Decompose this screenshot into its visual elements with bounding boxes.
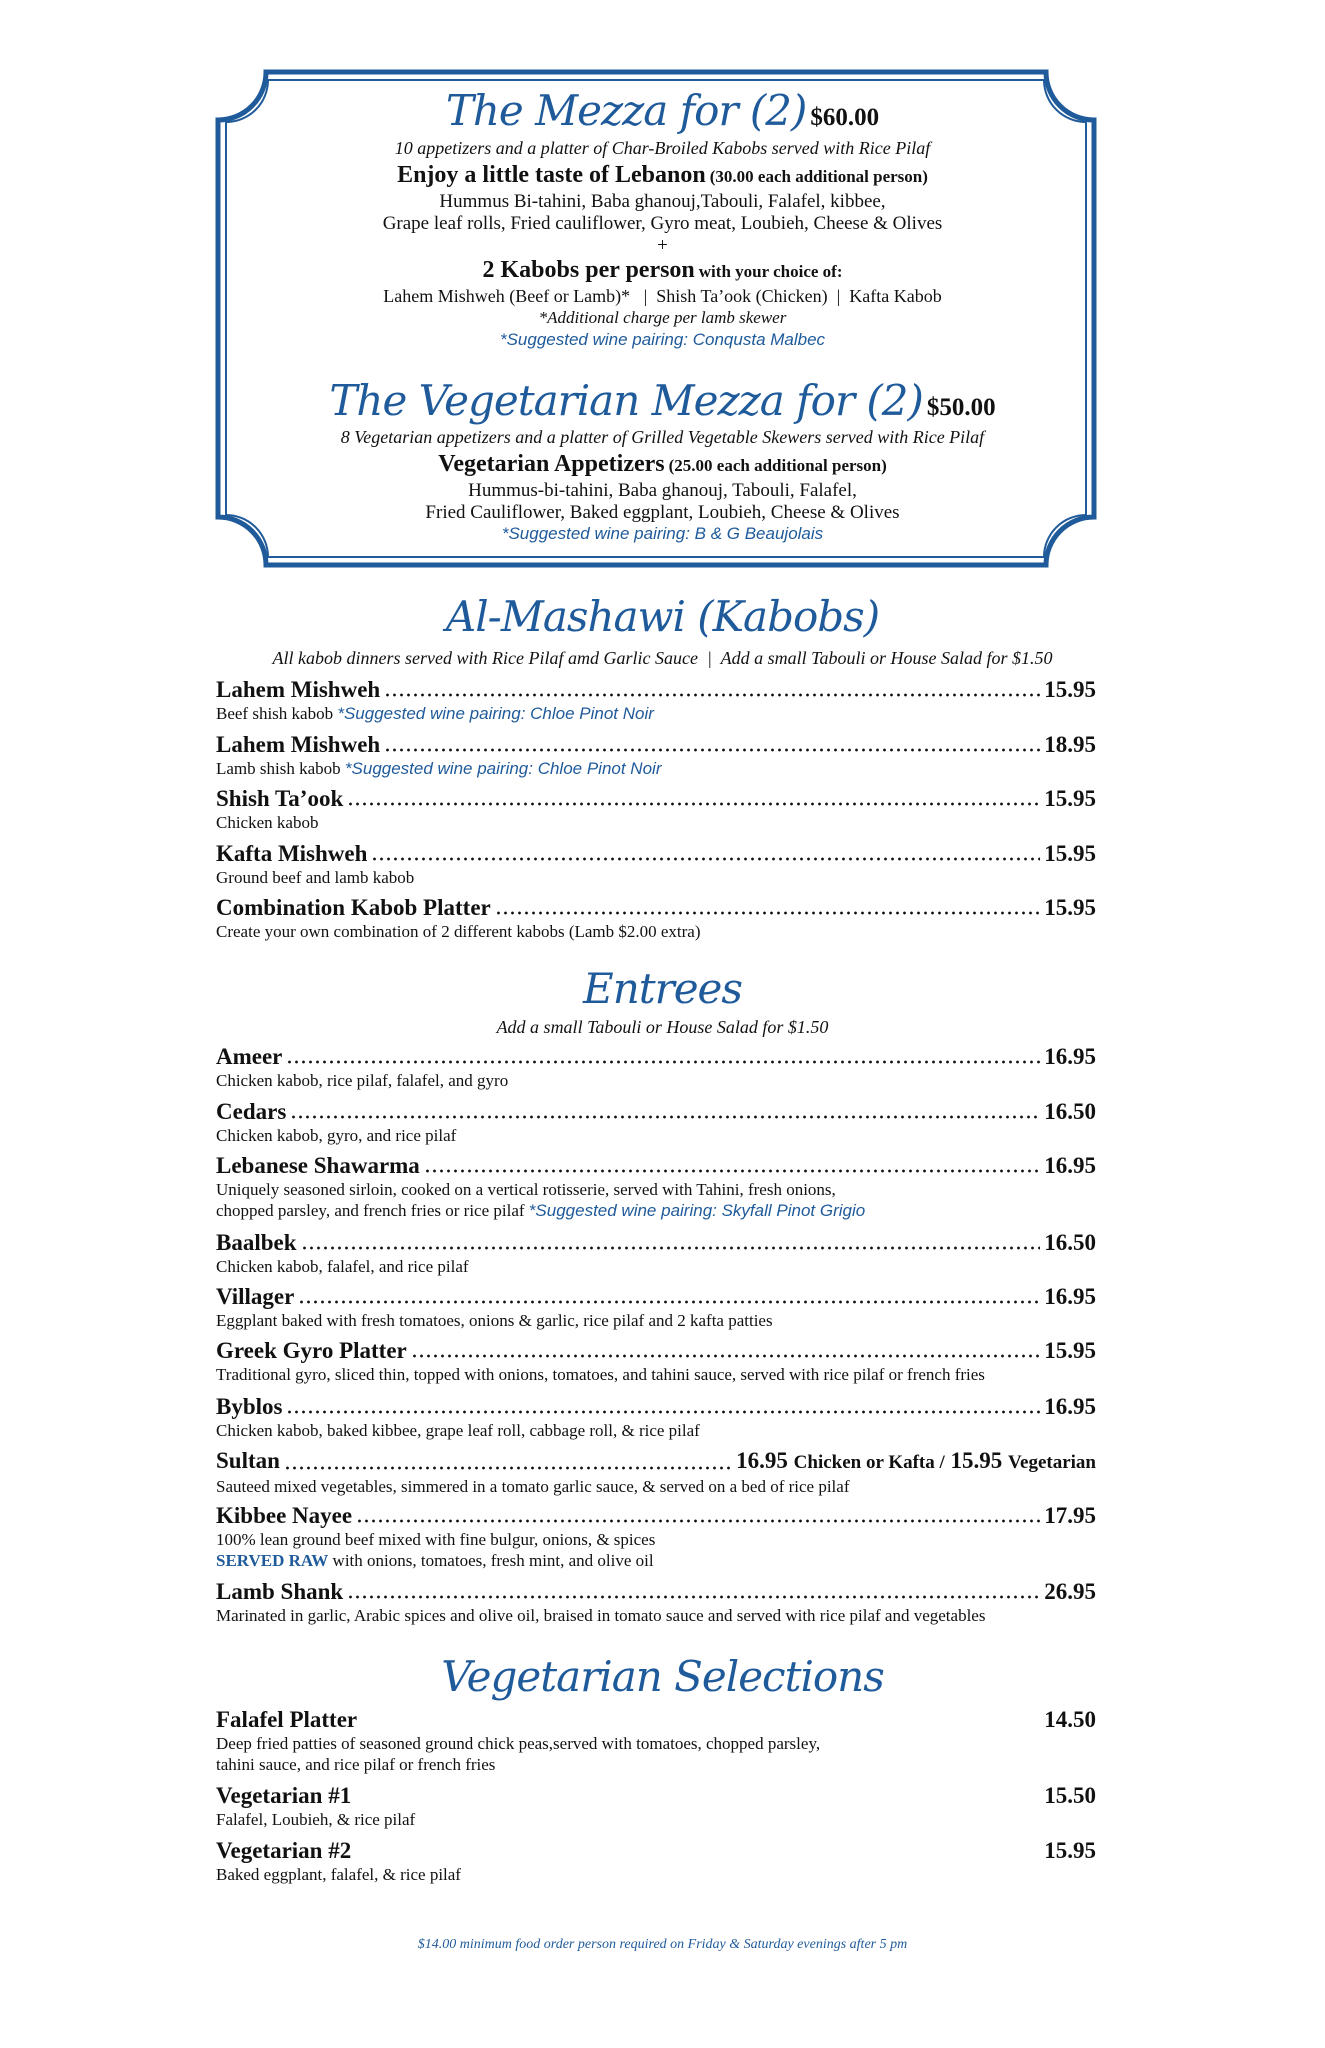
item-price: 17.95 bbox=[1044, 1503, 1096, 1528]
menu-item bbox=[216, 1783, 1096, 1830]
kabobs-title: Al-Mashawi (Kabobs) bbox=[445, 592, 880, 641]
menu-item bbox=[216, 1153, 1096, 1221]
item-price: 15.95 bbox=[1044, 895, 1096, 920]
menu-item bbox=[216, 786, 1096, 833]
entrees-subtitle: Add a small Tabouli or House Salad for $1.50 bbox=[496, 1017, 829, 1037]
item-name: Cedars bbox=[216, 1099, 287, 1124]
menu-item bbox=[216, 1448, 1096, 1497]
item-description-2: with onions, tomatoes, fresh mint, and olive oil bbox=[332, 1551, 654, 1570]
menu-item bbox=[216, 1579, 1096, 1626]
item-price: 15.95 bbox=[1044, 786, 1096, 811]
item-description: Chicken kabob, baked kibbee, grape leaf roll, cabbage roll, & rice pilaf bbox=[216, 1421, 700, 1440]
menu-item bbox=[216, 1707, 1096, 1775]
item-description: Chicken kabob, falafel, and rice pilaf bbox=[216, 1257, 469, 1276]
dot-leader bbox=[284, 1466, 732, 1470]
item-price: 16.50 bbox=[1044, 1230, 1096, 1255]
dot-leader bbox=[298, 1300, 1040, 1304]
item-description: Chicken kabob, rice pilaf, falafel, and gyro bbox=[216, 1071, 509, 1090]
item-name: Byblos bbox=[216, 1394, 283, 1419]
dot-leader bbox=[347, 1595, 1040, 1599]
veg-mezza-heading: Vegetarian Appetizers bbox=[438, 451, 665, 477]
kabob-choices: Lahem Mishweh (Beef or Lamb)* | Shish Ta’ook (Chicken) | Kafta Kabob bbox=[383, 286, 942, 306]
item-description: Deep fried patties of seasoned ground chick peas,served with tomatoes, chopped parsley, bbox=[216, 1734, 821, 1753]
menu-item bbox=[216, 677, 1096, 724]
item-description: Beef shish kabob bbox=[216, 704, 334, 723]
item-wine-pairing: *Suggested wine pairing: Chloe Pinot Noir bbox=[344, 759, 662, 778]
item-price: 16.95 bbox=[1044, 1394, 1096, 1419]
veg-mezza-price: $50.00 bbox=[926, 394, 996, 421]
item-price: 18.95 bbox=[1044, 732, 1096, 757]
item-price: 26.95 bbox=[1044, 1579, 1096, 1604]
menu-item bbox=[216, 841, 1096, 888]
item-price-2-note: Vegetarian bbox=[1008, 1452, 1096, 1473]
item-price: 15.50 bbox=[1044, 1783, 1096, 1808]
item-price: 15.95 bbox=[1044, 841, 1096, 866]
mezza-list-1: Hummus Bi-tahini, Baba ghanouj,Tabouli, Falafel, kibbee, bbox=[439, 191, 886, 212]
item-description: Uniquely seasoned sirloin, cooked on a vertical rotisserie, served with Tahini, fresh onions, bbox=[216, 1180, 836, 1199]
menu-item bbox=[216, 1394, 1096, 1441]
veg-mezza-title-line bbox=[0, 376, 1325, 425]
item-price: 16.95 bbox=[1044, 1044, 1096, 1069]
item-description-2: tahini sauce, and rice pilaf or french fries bbox=[216, 1755, 496, 1774]
kabob-heading-note: with your choice of: bbox=[698, 262, 843, 281]
item-description: Chicken kabob bbox=[216, 813, 319, 832]
dot-leader bbox=[356, 1519, 1040, 1523]
mezza-price: $60.00 bbox=[810, 104, 880, 131]
kabob-heading-line bbox=[0, 257, 1325, 284]
item-wine-pairing: *Suggested wine pairing: Skyfall Pinot Grigio bbox=[528, 1201, 866, 1220]
menu-item bbox=[216, 895, 1096, 942]
mezza-subtitle: 10 appetizers and a platter of Char-Broiled Kabobs served with Rice Pilaf bbox=[394, 138, 931, 158]
item-name: Kibbee Nayee bbox=[216, 1503, 353, 1528]
mezza-heading: Enjoy a little taste of Lebanon bbox=[397, 162, 706, 188]
mezza-list-2: Grape leaf rolls, Fried cauliflower, Gyro meat, Loubieh, Cheese & Olives bbox=[382, 213, 943, 234]
item-description-2: chopped parsley, and french fries or rice pilaf bbox=[216, 1201, 525, 1220]
item-description: Baked eggplant, falafel, & rice pilaf bbox=[216, 1865, 461, 1884]
dot-leader bbox=[290, 1115, 1040, 1119]
kabobs-subtitle: All kabob dinners served with Rice Pilaf amd Garlic Sauce | Add a small Tabouli or House Salad for $1.50 bbox=[272, 648, 1053, 668]
menu-item bbox=[216, 1284, 1096, 1331]
item-name: Lamb Shank bbox=[216, 1579, 344, 1604]
item-name: Baalbek bbox=[216, 1230, 297, 1255]
item-price: 15.95 bbox=[1044, 1838, 1096, 1863]
item-price: 16.95 bbox=[736, 1448, 788, 1473]
item-price-note: Chicken or Kafta / bbox=[793, 1452, 945, 1473]
dot-leader bbox=[495, 911, 1041, 915]
item-name: Combination Kabob Platter bbox=[216, 895, 491, 920]
mezza-heading-note: (30.00 each additional person) bbox=[709, 167, 928, 186]
dot-leader bbox=[301, 1246, 1041, 1250]
mezza-wine-pairing: *Suggested wine pairing: Conqusta Malbec bbox=[499, 330, 826, 349]
dot-leader bbox=[347, 802, 1040, 806]
item-description: Lamb shish kabob bbox=[216, 759, 341, 778]
dot-leader bbox=[384, 748, 1040, 752]
mezza-title: The Mezza for (2) bbox=[445, 86, 807, 135]
menu-item bbox=[216, 732, 1096, 779]
mezza-heading-line bbox=[0, 162, 1325, 189]
item-price-2: 15.95 bbox=[950, 1448, 1003, 1473]
item-name: Villager bbox=[216, 1284, 295, 1309]
veg-mezza-heading-line bbox=[0, 451, 1325, 478]
item-name: Vegetarian #1 bbox=[216, 1783, 352, 1808]
dot-leader bbox=[424, 1169, 1040, 1173]
veg-mezza-subtitle: 8 Vegetarian appetizers and a platter of Grilled Vegetable Skewers served with Rice Pilaf bbox=[340, 427, 985, 447]
served-raw-label: SERVED RAW bbox=[216, 1551, 329, 1570]
veg-mezza-list-2: Fried Cauliflower, Baked eggplant, Loubieh, Cheese & Olives bbox=[425, 502, 900, 523]
item-description: Create your own combination of 2 different kabobs (Lamb $2.00 extra) bbox=[216, 922, 701, 941]
menu-item bbox=[216, 1099, 1096, 1146]
item-description: Sauteed mixed vegetables, simmered in a tomato garlic sauce, & served on a bed of rice pilaf bbox=[216, 1477, 850, 1496]
menu-item bbox=[216, 1838, 1096, 1885]
menu-item bbox=[216, 1503, 1096, 1571]
item-description: Falafel, Loubieh, & rice pilaf bbox=[216, 1810, 416, 1829]
item-description: 100% lean ground beef mixed with fine bulgur, onions, & spices bbox=[216, 1530, 656, 1549]
dot-leader bbox=[286, 1410, 1040, 1414]
item-name: Sultan bbox=[216, 1448, 280, 1473]
veg-mezza-heading-note: (25.00 each additional person) bbox=[668, 456, 887, 475]
item-name: Greek Gyro Platter bbox=[216, 1338, 407, 1363]
veg-mezza-wine-pairing: *Suggested wine pairing: B & G Beaujolais bbox=[501, 524, 824, 543]
dot-leader bbox=[371, 857, 1040, 861]
item-name: Vegetarian #2 bbox=[216, 1838, 352, 1863]
item-name: Ameer bbox=[216, 1044, 283, 1069]
item-description: Chicken kabob, gyro, and rice pilaf bbox=[216, 1126, 457, 1145]
item-price: 16.95 bbox=[1044, 1284, 1096, 1309]
item-price: 16.95 bbox=[1044, 1153, 1096, 1178]
veg-mezza-title: The Vegetarian Mezza for (2) bbox=[329, 376, 923, 425]
dot-leader bbox=[384, 693, 1040, 697]
item-name: Lahem Mishweh bbox=[216, 732, 381, 757]
dot-leader bbox=[411, 1354, 1041, 1358]
item-name: Lahem Mishweh bbox=[216, 677, 381, 702]
item-price: 14.50 bbox=[1044, 1707, 1096, 1732]
vegetarian-title: Vegetarian Selections bbox=[441, 1652, 884, 1701]
kabob-heading: 2 Kabobs per person bbox=[482, 257, 695, 283]
item-name: Falafel Platter bbox=[216, 1707, 358, 1732]
dot-leader bbox=[286, 1060, 1040, 1064]
veg-mezza-list-1: Hummus-bi-tahini, Baba ghanouj, Tabouli, Falafel, bbox=[468, 480, 857, 501]
item-description: Eggplant baked with fresh tomatoes, onions & garlic, rice pilaf and 2 kafta patties bbox=[216, 1311, 773, 1330]
item-price: 15.95 bbox=[1044, 1338, 1096, 1363]
entrees-title: Entrees bbox=[583, 964, 742, 1013]
menu-item bbox=[216, 1044, 1096, 1091]
item-wine-pairing: *Suggested wine pairing: Chloe Pinot Noir bbox=[337, 704, 654, 723]
lamb-note: *Additional charge per lamb skewer bbox=[538, 308, 787, 327]
item-price: 16.50 bbox=[1044, 1099, 1096, 1124]
item-name: Shish Ta’ook bbox=[216, 786, 344, 811]
item-description: Marinated in garlic, Arabic spices and olive oil, braised in tomato sauce and served with rice pilaf and vegetables bbox=[216, 1606, 986, 1625]
item-description: Traditional gyro, sliced thin, topped with onions, tomatoes, and tahini sauce, served with rice pilaf or french fries bbox=[216, 1365, 985, 1384]
mezza-title-line bbox=[0, 86, 1325, 135]
item-description: Ground beef and lamb kabob bbox=[216, 868, 415, 887]
menu-item bbox=[216, 1230, 1096, 1277]
mezza-plus: + bbox=[657, 235, 668, 256]
menu-item bbox=[216, 1338, 1096, 1385]
item-name: Kafta Mishweh bbox=[216, 841, 368, 866]
footer-note: $14.00 minimum food order person required on Friday & Saturday evenings after 5 pm bbox=[417, 1937, 908, 1952]
item-price: 15.95 bbox=[1044, 677, 1096, 702]
item-name: Lebanese Shawarma bbox=[216, 1153, 420, 1178]
